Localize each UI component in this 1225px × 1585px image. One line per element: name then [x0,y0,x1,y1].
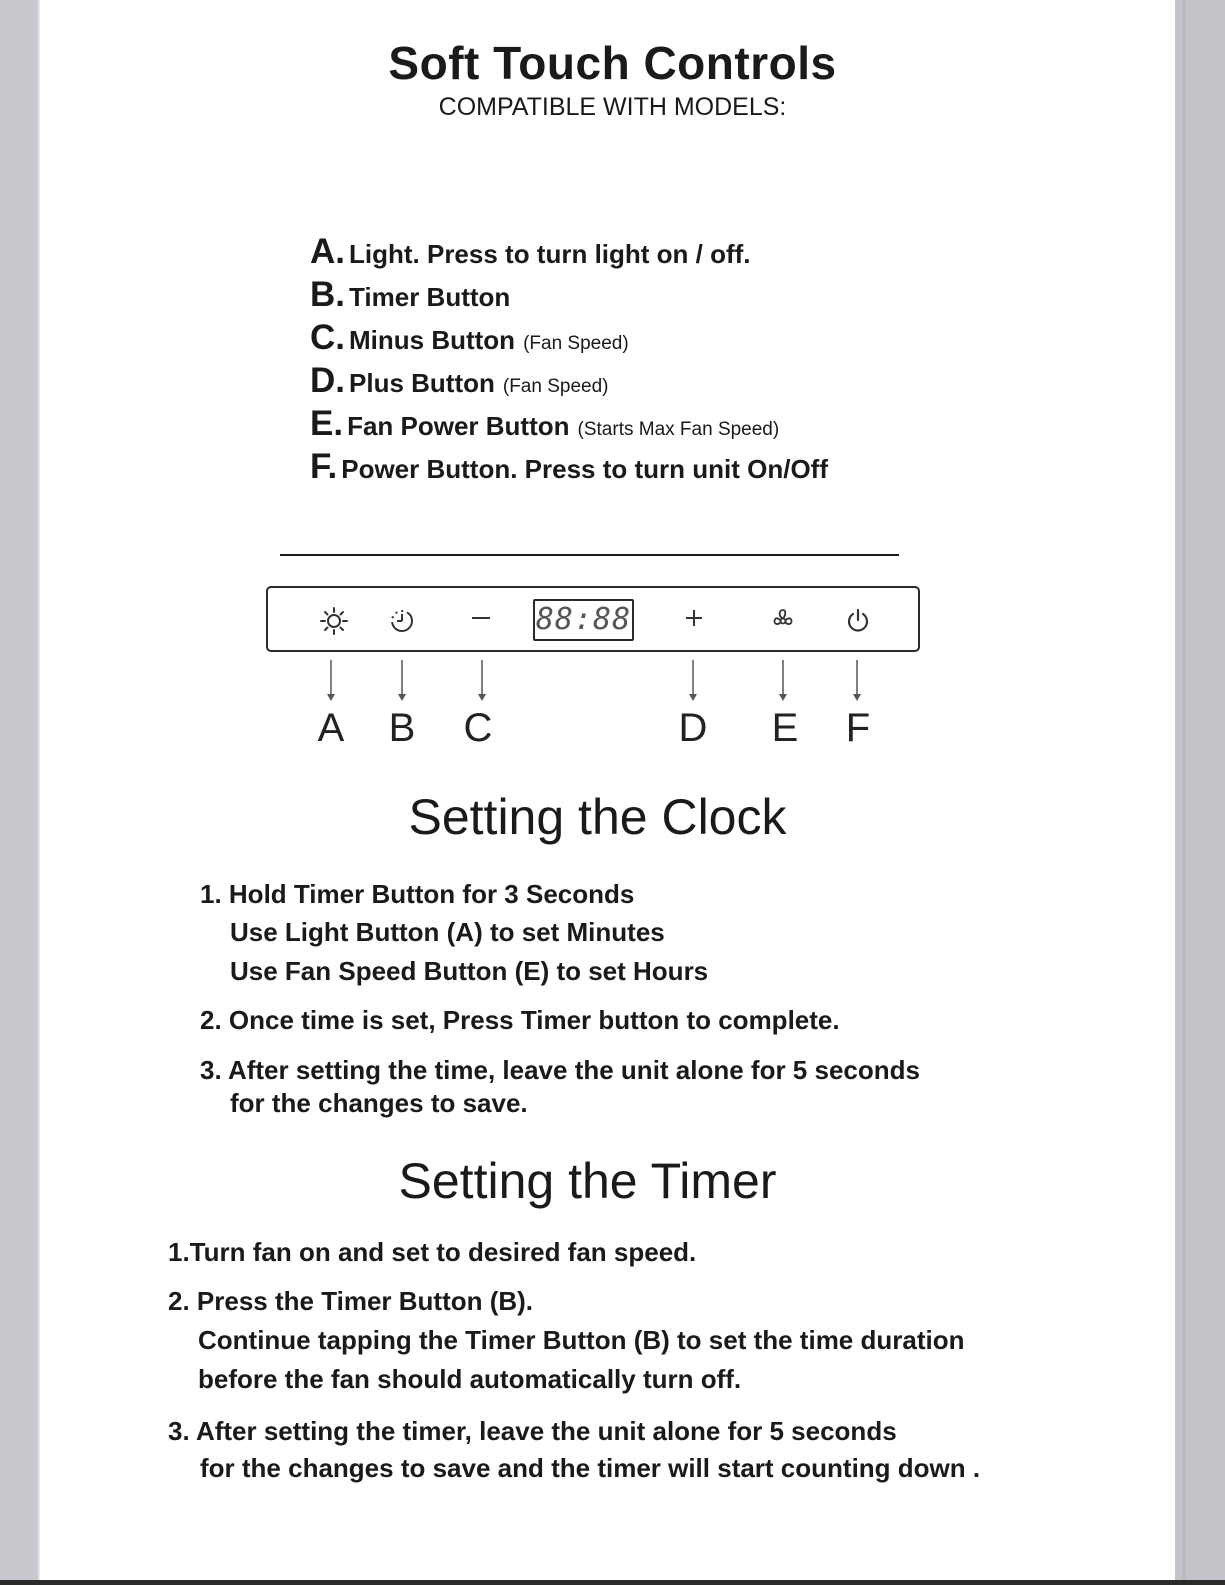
legend-note: (Starts Max Fan Speed) [577,419,780,440]
legend-label: Light. Press to turn light on / off. [349,239,751,269]
divider-rule [280,554,899,556]
arrow-down-icon [777,660,789,702]
legend-item-f [310,447,828,490]
timer-step-3: 3. After setting the timer, leave the unit alone for 5 seconds [168,1416,897,1446]
timer-step-1: 1.Turn fan on and set to desired fan speed. [168,1237,697,1267]
legend-note: (Fan Speed) [523,333,629,354]
legend-letter: C. [310,318,345,357]
arrow-down-icon [476,660,488,702]
legend-label: Fan Power Button [347,411,570,441]
clock-section-title: Setting the Clock [408,789,787,845]
light-icon [319,606,349,636]
legend-label: Power Button. Press to turn unit On/Off [341,454,828,484]
timer-step-3-detail: for the changes to save and the timer will start counting down . [200,1453,981,1483]
fan-icon [768,606,798,636]
legend-label: Plus Button [349,368,495,398]
timer-step-2-detail: before the fan should automatically turn off. [198,1364,742,1394]
legend-letter: B. [310,275,345,314]
legend-letter: A. [310,232,345,271]
legend-letter: D. [310,361,345,400]
callout-label-f: F [845,706,871,750]
arrow-down-icon [396,660,408,702]
compatible-models-heading: COMPATIBLE WITH MODELS: [438,93,787,121]
legend-item-a [310,232,828,275]
legend-label: Timer Button [349,282,511,312]
page-title: Soft Touch Controls [388,37,837,89]
timer-section-title: Setting the Timer [398,1153,777,1209]
arrow-down-icon [325,660,337,702]
legend-label: Minus Button [349,325,516,355]
callout-label-d: D [678,706,708,750]
bottom-edge [0,1580,1225,1585]
legend-item-c [310,318,828,361]
minus-icon [466,606,496,636]
legend-note: (Fan Speed) [502,376,609,397]
callout-label-b: B [388,706,416,750]
callout-label-e: E [771,706,799,750]
clock-step-1-detail: Use Light Button (A) to set Minutes [230,917,665,947]
legend-letter: F. [310,447,338,486]
legend-item-e [310,404,828,447]
timer-icon [387,606,417,636]
button-legend [310,232,828,490]
clock-step-3: 3. After setting the time, leave the unit alone for 5 seconds [200,1055,920,1085]
plus-icon [679,606,709,636]
timer-step-2: 2. Press the Timer Button (B). [168,1286,534,1316]
clock-display: 88:88 [533,599,634,641]
clock-step-2: 2. Once time is set, Press Timer button to complete. [200,1005,840,1035]
arrow-down-icon [687,660,699,702]
legend-item-b [310,275,828,318]
legend-letter: E. [310,404,344,443]
legend-item-d [310,361,828,404]
callout-label-a: A [317,706,345,750]
clock-step-3-detail: for the changes to save. [230,1088,528,1118]
clock-step-1: 1. Hold Timer Button for 3 Seconds [200,879,635,909]
power-icon [843,606,873,636]
callout-label-c: C [463,706,493,750]
arrow-down-icon [851,660,863,702]
clock-step-1-detail: Use Fan Speed Button (E) to set Hours [230,956,709,986]
timer-step-2-detail: Continue tapping the Timer Button (B) to set the time duration [198,1325,965,1355]
